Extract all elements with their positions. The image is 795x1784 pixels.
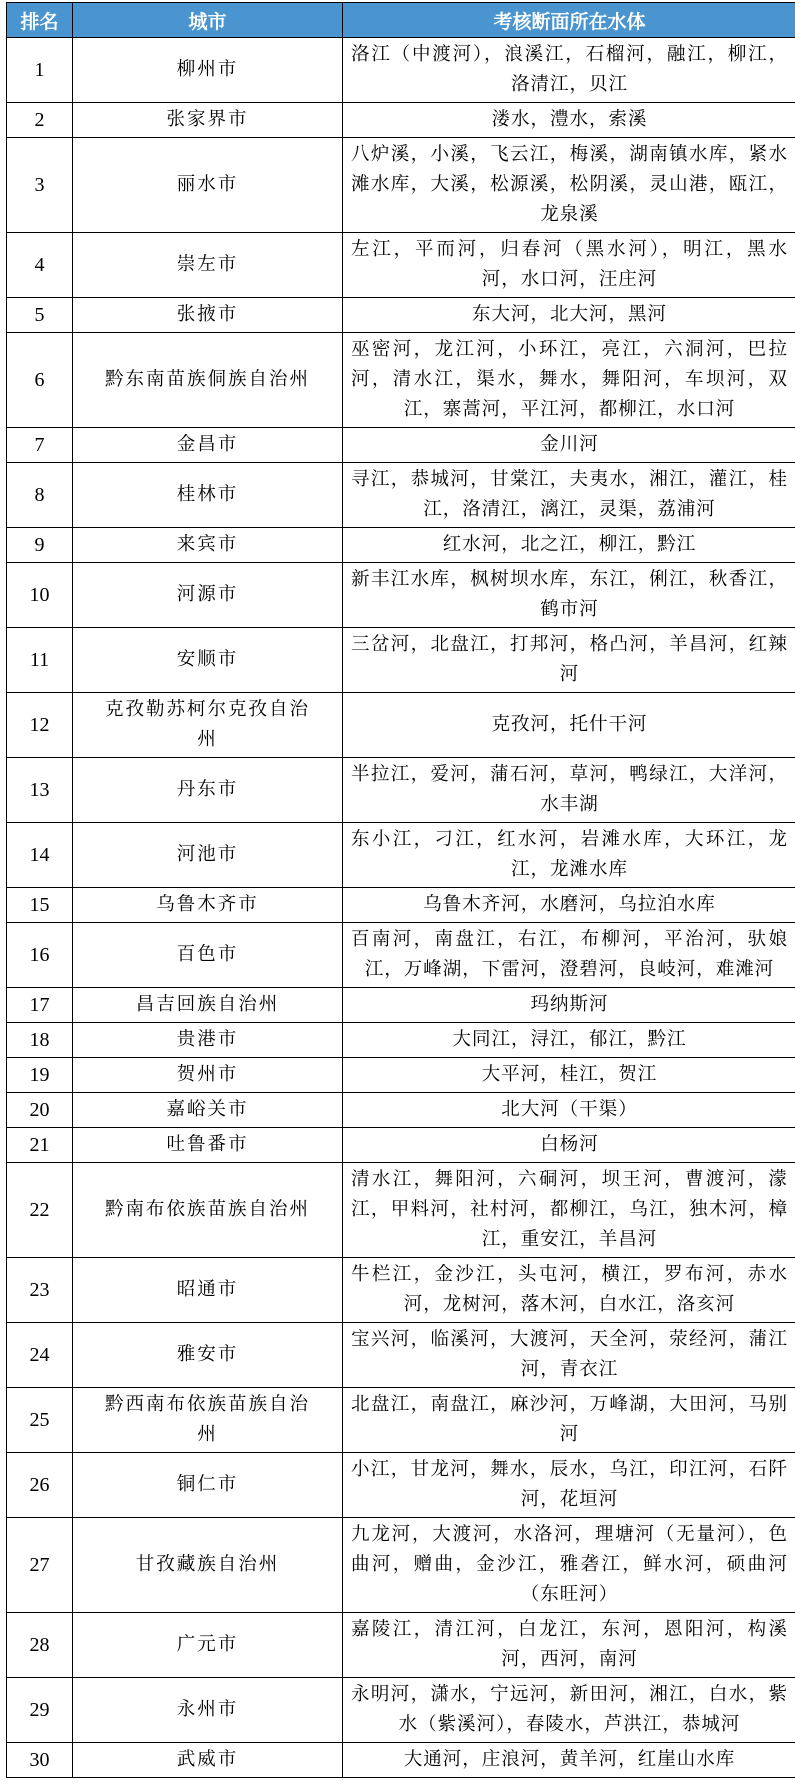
- table-row: [7, 1678, 795, 1743]
- table-row: [7, 1388, 795, 1453]
- city-cell: 来宾市: [73, 528, 343, 563]
- water-body-cell: 洛江（中渡河），浪溪江，石榴河，融江，柳江，洛清江，贝江: [343, 38, 795, 103]
- header-water-body: 考核断面所在水体: [343, 3, 795, 38]
- city-cell: 乌鲁木齐市: [73, 888, 343, 923]
- rank-cell: 28: [7, 1613, 73, 1678]
- city-cell: 张家界市: [73, 103, 343, 138]
- water-body-cell: 大同江，浔江，郁江，黔江: [343, 1023, 795, 1058]
- water-body-cell: 北盘江，南盘江，麻沙河，万峰湖，大田河，马别河: [343, 1388, 795, 1453]
- table-row: [7, 988, 795, 1023]
- water-body-cell: 九龙河，大渡河，水洛河，理塘河（无量河），色曲河，赠曲，金沙江，雅砻江，鲜水河，硕曲河（东旺河）: [343, 1518, 795, 1613]
- city-cell: 永州市: [73, 1678, 343, 1743]
- table-row: [7, 528, 795, 563]
- water-body-cell: 克孜河，托什干河: [343, 693, 795, 758]
- rank-cell: 6: [7, 333, 73, 428]
- rank-cell: 22: [7, 1163, 73, 1258]
- header-row: [7, 3, 795, 38]
- water-body-cell: 北大河（干渠）: [343, 1093, 795, 1128]
- table-row: [7, 1323, 795, 1388]
- table-row: [7, 138, 795, 233]
- city-cell: 柳州市: [73, 38, 343, 103]
- table-row: [7, 233, 795, 298]
- table-row: [7, 38, 795, 103]
- city-cell: 安顺市: [73, 628, 343, 693]
- city-cell: 广元市: [73, 1613, 343, 1678]
- table-row: [7, 428, 795, 463]
- water-body-cell: 巫密河，龙江河，小环江，亮江，六洞河，巴拉河，清水江，渠水，舞水，舞阳河，车坝河，双江，寨蒿河，平江河，都柳江，水口河: [343, 333, 795, 428]
- water-body-cell: 大通河，庄浪河，黄羊河，红崖山水库: [343, 1743, 795, 1778]
- city-cell: 河源市: [73, 563, 343, 628]
- water-body-cell: 大平河，桂江，贺江: [343, 1058, 795, 1093]
- city-cell: 黔西南布依族苗族自治州: [73, 1388, 343, 1453]
- water-body-cell: 百南河，南盘江，右江，布柳河，平治河，驮娘江，万峰湖，下雷河，澄碧河，良岐河，难滩河: [343, 923, 795, 988]
- water-body-cell: 东大河，北大河，黑河: [343, 298, 795, 333]
- water-body-cell: 半拉江，爱河，蒲石河，草河，鸭绿江，大洋河，水丰湖: [343, 758, 795, 823]
- water-body-cell: 牛栏江，金沙江，头屯河，横江，罗布河，赤水河，龙树河，落木河，白水江，洛亥河: [343, 1258, 795, 1323]
- city-cell: 贺州市: [73, 1058, 343, 1093]
- table-row: [7, 923, 795, 988]
- city-cell: 贵港市: [73, 1023, 343, 1058]
- rank-cell: 11: [7, 628, 73, 693]
- water-body-cell: 白杨河: [343, 1128, 795, 1163]
- rank-cell: 4: [7, 233, 73, 298]
- city-cell: 昌吉回族自治州: [73, 988, 343, 1023]
- rank-cell: 27: [7, 1518, 73, 1613]
- city-cell: 金昌市: [73, 428, 343, 463]
- rank-cell: 12: [7, 693, 73, 758]
- table-row: [7, 1163, 795, 1258]
- table-row: [7, 1128, 795, 1163]
- table-row: [7, 463, 795, 528]
- city-cell: 铜仁市: [73, 1453, 343, 1518]
- water-body-cell: 八炉溪，小溪，飞云江，梅溪，湖南镇水库，紧水滩水库，大溪，松源溪，松阴溪，灵山港，瓯江，龙泉溪: [343, 138, 795, 233]
- water-body-cell: 左江，平而河，归春河（黑水河），明江，黑水河，水口河，汪庄河: [343, 233, 795, 298]
- city-cell: 甘孜藏族自治州: [73, 1518, 343, 1613]
- water-body-cell: 三岔河，北盘江，打邦河，格凸河，羊昌河，红辣河: [343, 628, 795, 693]
- rank-cell: 14: [7, 823, 73, 888]
- water-body-cell: 新丰江水库，枫树坝水库，东江，俐江，秋香江，鹤市河: [343, 563, 795, 628]
- header-rank: 排名: [7, 3, 73, 38]
- table-row: [7, 1258, 795, 1323]
- header-city: 城市: [73, 3, 343, 38]
- city-cell: 崇左市: [73, 233, 343, 298]
- table-row: [7, 1613, 795, 1678]
- rank-cell: 23: [7, 1258, 73, 1323]
- rank-cell: 21: [7, 1128, 73, 1163]
- city-cell: 桂林市: [73, 463, 343, 528]
- city-cell: 丹东市: [73, 758, 343, 823]
- city-cell: 嘉峪关市: [73, 1093, 343, 1128]
- water-body-cell: 东小江，刁江，红水河，岩滩水库，大环江，龙江，龙滩水库: [343, 823, 795, 888]
- rank-cell: 20: [7, 1093, 73, 1128]
- rank-cell: 18: [7, 1023, 73, 1058]
- city-cell: 黔南布依族苗族自治州: [73, 1163, 343, 1258]
- water-body-cell: 寻江，恭城河，甘棠江，夫夷水，湘江，灌江，桂江，洛清江，漓江，灵渠，荔浦河: [343, 463, 795, 528]
- rank-cell: 17: [7, 988, 73, 1023]
- city-cell: 河池市: [73, 823, 343, 888]
- city-cell: 雅安市: [73, 1323, 343, 1388]
- water-body-cell: 永明河，潇水，宁远河，新田河，湘江，白水，紫水（紫溪河），春陵水，芦洪江，恭城河: [343, 1678, 795, 1743]
- city-cell: 武威市: [73, 1743, 343, 1778]
- rank-cell: 7: [7, 428, 73, 463]
- rank-cell: 24: [7, 1323, 73, 1388]
- table-row: [7, 628, 795, 693]
- table-row: [7, 693, 795, 758]
- table-row: [7, 1518, 795, 1613]
- table-row: [7, 888, 795, 923]
- table-row: [7, 758, 795, 823]
- rank-cell: 15: [7, 888, 73, 923]
- table-row: [7, 1023, 795, 1058]
- table-row: [7, 1058, 795, 1093]
- water-body-cell: 嘉陵江，清江河，白龙江，东河，恩阳河，构溪河，西河，南河: [343, 1613, 795, 1678]
- rank-cell: 16: [7, 923, 73, 988]
- table-row: [7, 1453, 795, 1518]
- water-body-cell: 乌鲁木齐河，水磨河，乌拉泊水库: [343, 888, 795, 923]
- table-row: [7, 333, 795, 428]
- water-body-cell: 玛纳斯河: [343, 988, 795, 1023]
- rank-cell: 9: [7, 528, 73, 563]
- rank-cell: 19: [7, 1058, 73, 1093]
- rank-cell: 13: [7, 758, 73, 823]
- city-cell: 张掖市: [73, 298, 343, 333]
- city-cell: 黔东南苗族侗族自治州: [73, 333, 343, 428]
- table-row: [7, 823, 795, 888]
- water-body-cell: 小江，甘龙河，舞水，辰水，乌江，印江河，石阡河，花垣河: [343, 1453, 795, 1518]
- city-cell: 昭通市: [73, 1258, 343, 1323]
- table-row: [7, 1743, 795, 1778]
- city-cell: 克孜勒苏柯尔克孜自治州: [73, 693, 343, 758]
- rank-cell: 2: [7, 103, 73, 138]
- table-row: [7, 1093, 795, 1128]
- rank-cell: 5: [7, 298, 73, 333]
- rank-cell: 26: [7, 1453, 73, 1518]
- water-body-cell: 宝兴河，临溪河，大渡河，天全河，荥经河，蒲江河，青衣江: [343, 1323, 795, 1388]
- ranking-table: [6, 2, 795, 1778]
- rank-cell: 30: [7, 1743, 73, 1778]
- city-cell: 丽水市: [73, 138, 343, 233]
- rank-cell: 3: [7, 138, 73, 233]
- city-cell: 吐鲁番市: [73, 1128, 343, 1163]
- rank-cell: 1: [7, 38, 73, 103]
- city-cell: 百色市: [73, 923, 343, 988]
- rank-cell: 29: [7, 1678, 73, 1743]
- rank-cell: 25: [7, 1388, 73, 1453]
- water-body-cell: 溇水，澧水，索溪: [343, 103, 795, 138]
- rank-cell: 8: [7, 463, 73, 528]
- rank-cell: 10: [7, 563, 73, 628]
- table-row: [7, 563, 795, 628]
- table-row: [7, 103, 795, 138]
- water-body-cell: 红水河，北之江，柳江，黔江: [343, 528, 795, 563]
- water-body-cell: 金川河: [343, 428, 795, 463]
- table-row: [7, 298, 795, 333]
- ranking-table-container: [6, 2, 795, 1778]
- water-body-cell: 清水江，舞阳河，六硐河，坝王河，曹渡河，濛江，甲料河，社村河，都柳江，乌江，独木河，樟江，重安江，羊昌河: [343, 1163, 795, 1258]
- table-body: [7, 38, 795, 1778]
